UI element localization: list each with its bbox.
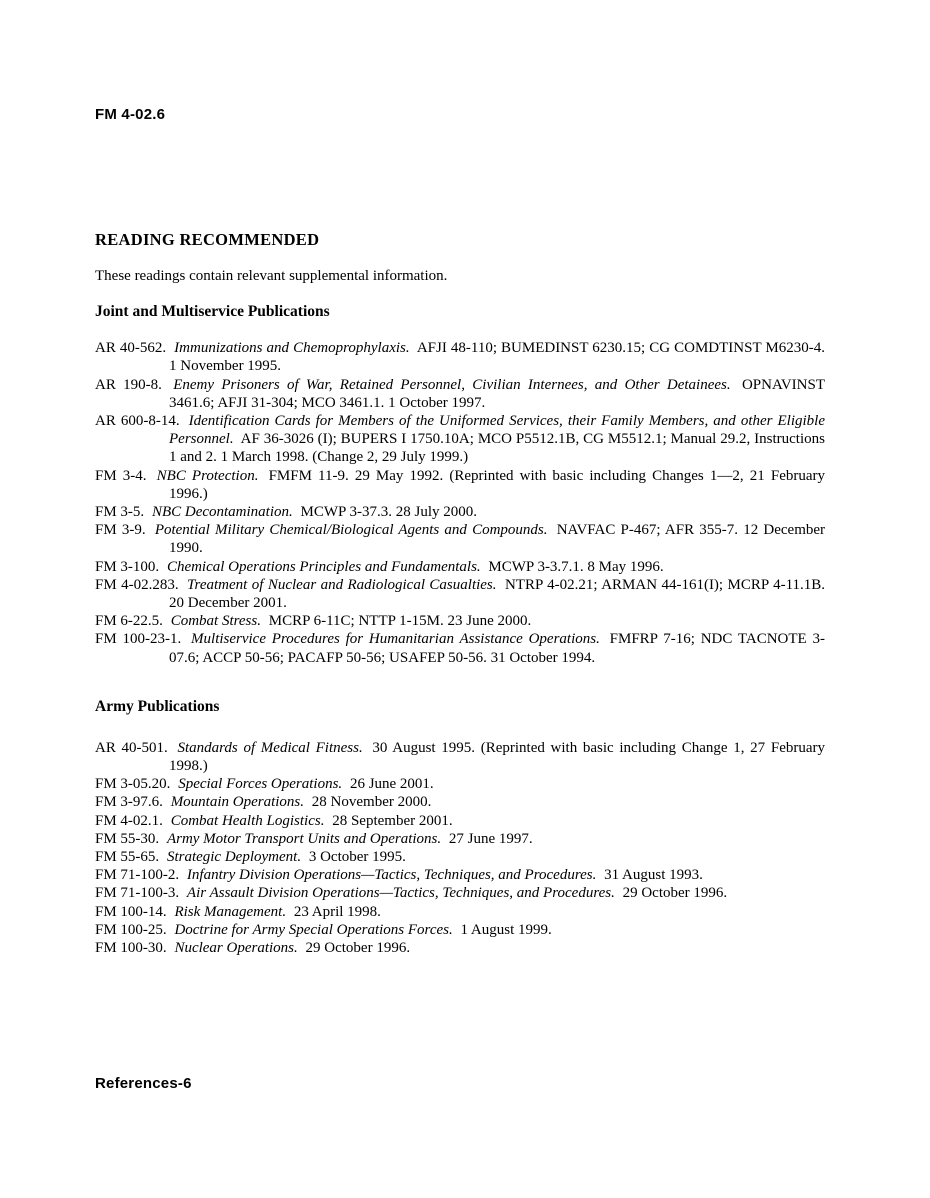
reference-details: OPNAVINST 3461.6; AFJI 31-304; MCO 3461.1. 1 October 1997. — [169, 376, 826, 411]
reference-title: NBC Decontamination. — [151, 504, 293, 521]
reference-title: Standards of Medical Fitness. — [177, 739, 363, 756]
reference-details: 28 November 2000. — [311, 794, 432, 811]
reference-title: Potential Military Chemical/Biological Agents and Compounds. — [154, 522, 548, 539]
subsection-title-army: Army Publications — [95, 697, 220, 715]
reference-title: Nuclear Operations. — [174, 940, 298, 957]
reference-title: Combat Health Logistics. — [170, 812, 325, 829]
reference-title: Enemy Prisoners of War, Retained Personnel, Civilian Internees, and Other Detainees. — [173, 376, 731, 393]
reference-entry — [95, 376, 825, 412]
reference-id: FM 55-65. — [95, 849, 160, 866]
reference-entry — [95, 848, 825, 866]
reference-id: FM 3-97.6. — [95, 794, 163, 811]
reference-title: Multiservice Procedures for Humanitarian Assistance Operations. — [191, 631, 600, 648]
reference-details: NTRP 4-02.21; ARMAN 44-161(I); MCRP 4-11.1B. 20 December 2001. — [169, 576, 826, 612]
reference-title: Mountain Operations. — [170, 794, 305, 811]
reference-details: AF 36-3026 (I); BUPERS I 1750.10A; MCO P5512.1B, CG M5512.1; Manual 29.2, Instructions 1 and 2. 1 March 1998. (Change 2, 29 July 1999.) — [169, 431, 825, 466]
reference-id: FM 4-02.283. — [95, 576, 179, 593]
reference-entry — [95, 812, 825, 830]
reference-id: FM 100-30. — [95, 940, 167, 957]
reference-title: Air Assault Division Operations—Tactics, Techniques, and Procedures. — [186, 885, 615, 902]
page-footer-reference-number: References-6 — [95, 1075, 192, 1092]
subsection-title-joint: Joint and Multiservice Publications — [95, 303, 330, 321]
reference-entry — [95, 793, 825, 811]
reference-title: Chemical Operations Principles and Fundamentals. — [166, 558, 481, 575]
reference-entry — [95, 467, 825, 503]
reference-entry — [95, 612, 825, 630]
reference-title: Army Motor Transport Units and Operations. — [166, 830, 442, 847]
reference-title: Identification Cards for Members of the Uniformed Services, their Family Members, and other Eligible Personnel. — [169, 413, 826, 448]
reference-details: 3 October 1995. — [308, 849, 406, 866]
reference-details: 31 August 1993. — [604, 867, 703, 884]
reference-id: AR 40-501. — [95, 739, 168, 756]
reference-title: Special Forces Operations. — [178, 776, 343, 793]
reference-id: FM 100-23-1. — [95, 631, 182, 648]
reference-entry — [95, 739, 825, 775]
reference-id: FM 6-22.5. — [95, 613, 163, 630]
reference-id: AR 40-562. — [95, 340, 167, 357]
reference-entry — [95, 866, 825, 884]
reference-details: 23 April 1998. — [293, 903, 381, 920]
reference-id: AR 190-8. — [95, 376, 162, 393]
reference-details: 28 September 2001. — [332, 812, 453, 829]
reference-entry — [95, 921, 825, 939]
reference-title: Infantry Division Operations—Tactics, Techniques, and Procedures. — [186, 867, 597, 884]
reference-title: Doctrine for Army Special Operations Forces. — [174, 921, 453, 938]
reference-details: 30 August 1995. (Reprinted with basic including Change 1, 27 February 1998.) — [169, 739, 825, 775]
reference-entry — [95, 576, 825, 612]
reference-list-joint — [95, 339, 825, 667]
reference-id: FM 3-05.20. — [95, 776, 171, 793]
reference-entry — [95, 339, 825, 375]
reference-details: 29 October 1996. — [305, 940, 411, 957]
reference-id: FM 71-100-2. — [95, 867, 180, 884]
reference-entry — [95, 775, 825, 793]
reference-id: AR 600-8-14. — [95, 413, 180, 430]
reference-id: FM 55-30. — [95, 830, 160, 847]
reference-title: NBC Protection. — [156, 467, 259, 484]
reference-entry — [95, 630, 825, 666]
reference-id: FM 100-14. — [95, 903, 167, 920]
reference-details: MCWP 3-37.3. 28 July 2000. — [300, 504, 478, 521]
reference-entry — [95, 939, 825, 957]
reference-details: 1 August 1999. — [460, 921, 552, 938]
reference-title: Strategic Deployment. — [166, 849, 302, 866]
reference-details: 26 June 2001. — [349, 776, 434, 793]
reference-id: FM 3-9. — [95, 522, 146, 539]
reference-entry — [95, 884, 825, 902]
reference-title: Risk Management. — [174, 903, 287, 920]
subsection-joint-multiservice — [95, 303, 825, 667]
reference-entry — [95, 412, 825, 467]
reference-entry — [95, 830, 825, 848]
reference-details: 27 June 1997. — [448, 830, 533, 847]
reference-entry — [95, 503, 825, 521]
subsection-army — [95, 698, 825, 957]
reference-details: AFJI 48-110; BUMEDINST 6230.15; CG COMDTINST M6230-4. 1 November 1995. — [169, 340, 825, 375]
reference-id: FM 100-25. — [95, 921, 167, 938]
reference-list-army — [95, 739, 825, 957]
reference-id: FM 71-100-3. — [95, 885, 180, 902]
section-title: READING RECOMMENDED — [95, 230, 320, 249]
reference-entry — [95, 903, 825, 921]
reference-details: MCRP 6-11C; NTTP 1-15M. 23 June 2000. — [268, 613, 532, 630]
reference-details: NAVFAC P-467; AFR 355-7. 12 December 1990. — [169, 522, 826, 557]
reference-title: Immunizations and Chemoprophylaxis. — [174, 340, 410, 357]
reference-id: FM 3-5. — [95, 504, 145, 521]
reference-entry — [95, 558, 825, 576]
reference-details: MCWP 3-3.7.1. 8 May 1996. — [488, 558, 664, 575]
reference-details: FMFM 11-9. 29 May 1992. (Reprinted with basic including Changes 1—2, 21 February 1996.) — [169, 467, 825, 502]
reference-title: Combat Stress. — [170, 613, 261, 630]
reference-id: FM 3-4. — [95, 467, 147, 484]
reference-entry — [95, 521, 825, 557]
page-header-manual-number: FM 4-02.6 — [95, 106, 166, 123]
reference-id: FM 3-100. — [95, 558, 160, 575]
reference-id: FM 4-02.1. — [95, 812, 163, 829]
reference-title: Treatment of Nuclear and Radiological Casualties. — [187, 576, 497, 593]
page-content — [95, 231, 825, 957]
reference-details: FMFRP 7-16; NDC TACNOTE 3-07.6; ACCP 50-56; PACAFP 50-56; USAFEP 50-56. 31 October 1994. — [169, 631, 826, 666]
intro-text: These readings contain relevant supplemental information. — [95, 268, 448, 284]
reference-details: 29 October 1996. — [622, 885, 728, 902]
